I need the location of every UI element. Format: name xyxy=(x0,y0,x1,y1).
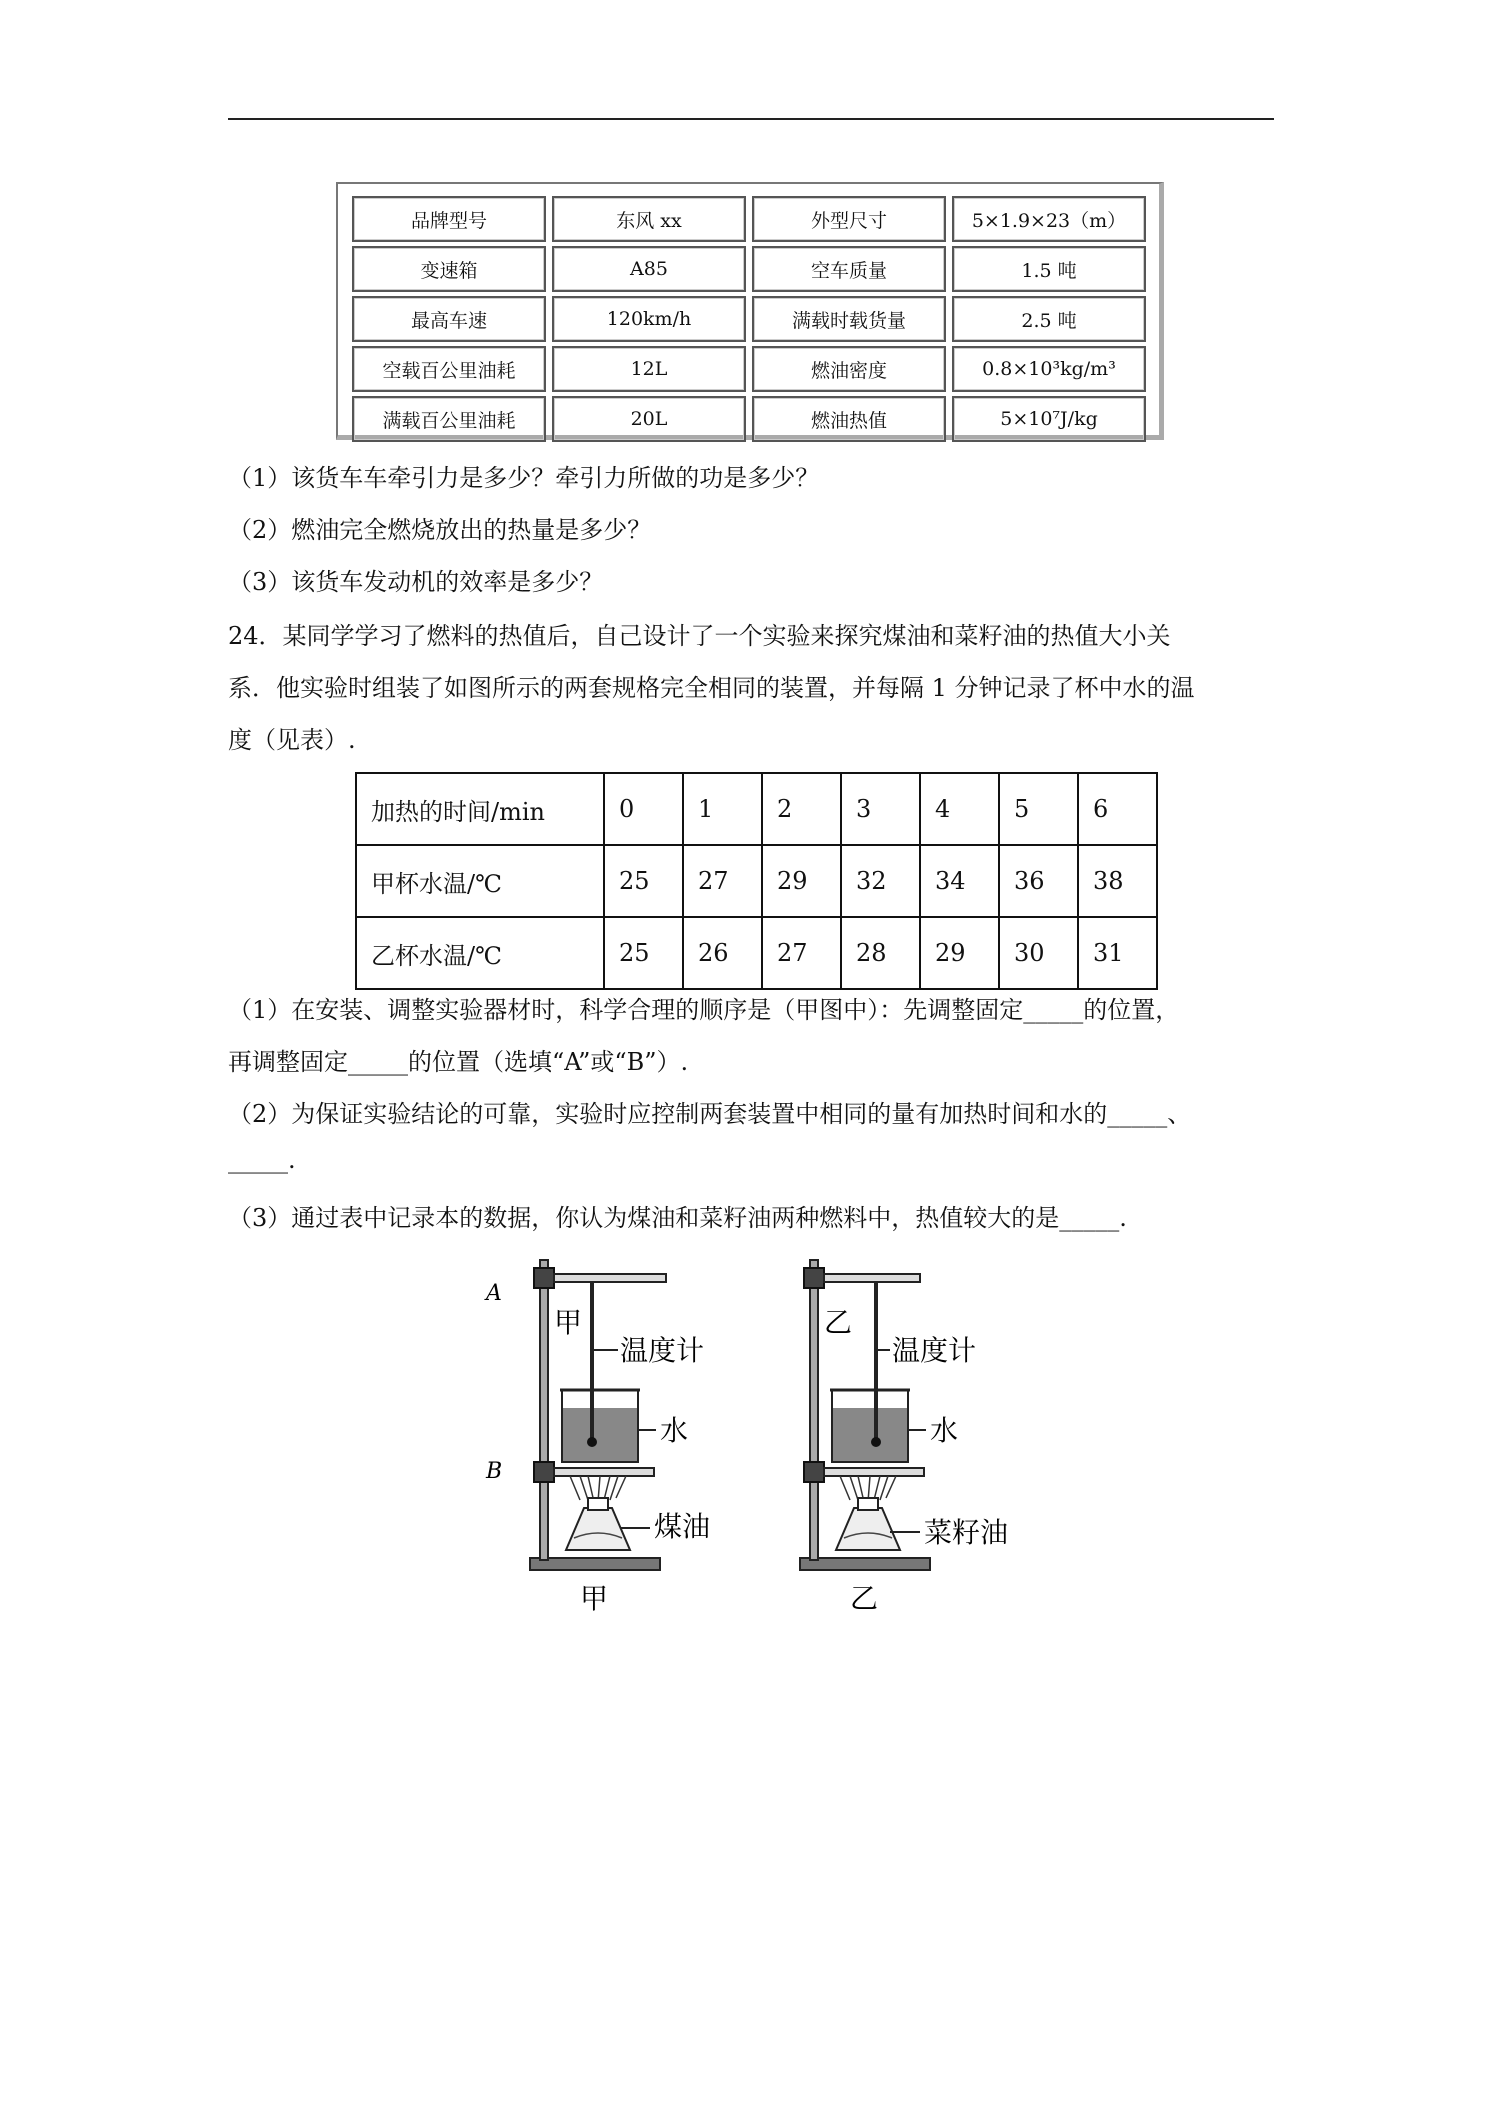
stand-base-icon xyxy=(530,1558,660,1570)
water-label: 水 xyxy=(930,1414,959,1447)
table-cell: 27 xyxy=(683,845,762,917)
q24-intro-line1: 24．某同学学习了燃料的热值后，自己设计了一个实验来探究煤油和菜籽油的热值大小关 xyxy=(228,622,1171,650)
table-cell: 31 xyxy=(1078,917,1157,989)
q23-part3: （3）该货车发动机的效率是多少？ xyxy=(228,568,604,596)
table-cell: 5 xyxy=(999,773,1078,845)
q23-part1: （1）该货车车牵引力是多少？牵引力所做的功是多少？ xyxy=(228,464,820,492)
table-row xyxy=(352,346,1146,392)
fuel-label: 菜籽油 xyxy=(924,1516,1009,1549)
table-cell: 变速箱 xyxy=(352,246,546,292)
table-cell: 34 xyxy=(920,845,999,917)
table-cell: 26 xyxy=(683,917,762,989)
clamp-a-icon xyxy=(804,1268,824,1288)
figure-caption: 乙 xyxy=(850,1582,879,1615)
table-cell: 满载百公里油耗 xyxy=(352,396,546,442)
water-icon xyxy=(833,1408,907,1461)
table-cell: 4 xyxy=(920,773,999,845)
table-cell: 38 xyxy=(1078,845,1157,917)
apparatus-left xyxy=(484,1260,710,1615)
header-rule xyxy=(228,118,1274,120)
table-row xyxy=(352,246,1146,292)
table-cell: 25 xyxy=(604,917,683,989)
table-row xyxy=(356,845,1157,917)
thermometer-label: 温度计 xyxy=(892,1334,977,1367)
table-cell: 27 xyxy=(762,917,841,989)
q24-sub2-line2: _____. xyxy=(228,1146,296,1174)
table-cell: 品牌型号 xyxy=(352,196,546,242)
stand-rod-icon xyxy=(810,1260,818,1560)
table-cell: 6 xyxy=(1078,773,1157,845)
q24-intro-line3: 度（见表）. xyxy=(228,726,356,754)
thermometer-arm-icon xyxy=(554,1274,666,1282)
q24-sub1-line1: （1）在安装、调整实验器材时，科学合理的顺序是（甲图中）：先调整固定_____的位置， xyxy=(228,996,1180,1024)
table-cell: 0.8×10³kg/m³ xyxy=(952,346,1146,392)
table-cell: 外型尺寸 xyxy=(752,196,946,242)
q23-part2: （2）燃油完全燃烧放出的热量是多少？ xyxy=(228,516,652,544)
table-cell: 东风 xx xyxy=(552,196,746,242)
water-label: 水 xyxy=(660,1414,689,1447)
table-cell: 29 xyxy=(762,845,841,917)
ring-support-icon xyxy=(824,1468,924,1476)
table-cell: 30 xyxy=(999,917,1078,989)
table-cell: 36 xyxy=(999,845,1078,917)
fuel-label: 煤油 xyxy=(654,1510,711,1543)
table-cell: 3 xyxy=(841,773,920,845)
table-row xyxy=(352,296,1146,342)
q24-sub2-line1: （2）为保证实验结论的可靠，实验时应控制两套装置中相同的量有加热时间和水的_____、 xyxy=(228,1100,1192,1128)
table-cell: 12L xyxy=(552,346,746,392)
stand-rod-icon xyxy=(540,1260,548,1560)
temperature-table xyxy=(355,772,1158,990)
table-cell: 空车质量 xyxy=(752,246,946,292)
table-cell: 20L xyxy=(552,396,746,442)
q24-sub3: （3）通过表中记录本的数据，你认为煤油和菜籽油两种燃料中，热值较大的是_____. xyxy=(228,1204,1127,1232)
table-cell: A85 xyxy=(552,246,746,292)
table-cell: 2 xyxy=(762,773,841,845)
table-cell: 加热的时间/min xyxy=(356,773,604,845)
apparatus-tag-label: 乙 xyxy=(824,1306,853,1339)
table-row xyxy=(356,917,1157,989)
table-cell: 1.5 吨 xyxy=(952,246,1146,292)
table-cell: 满载时载货量 xyxy=(752,296,946,342)
marker-b-label: B xyxy=(486,1459,503,1484)
ring-support-icon xyxy=(554,1468,654,1476)
thermometer-label: 温度计 xyxy=(620,1334,705,1367)
table-cell: 乙杯水温/℃ xyxy=(356,917,604,989)
apparatus-tag-label: 甲 xyxy=(554,1306,583,1339)
q24-intro-line2: 系．他实验时组装了如图所示的两套规格完全相同的装置，并每隔 1 分钟记录了杯中水的温 xyxy=(228,674,1195,702)
table-row xyxy=(352,196,1146,242)
table-cell: 最高车速 xyxy=(352,296,546,342)
table-cell: 2.5 吨 xyxy=(952,296,1146,342)
truck-spec-table xyxy=(336,182,1164,440)
table-cell: 25 xyxy=(604,845,683,917)
table-cell: 1 xyxy=(683,773,762,845)
clamp-b-icon xyxy=(534,1462,554,1482)
table-cell: 5×10⁷J/kg xyxy=(952,396,1146,442)
table-cell: 空载百公里油耗 xyxy=(352,346,546,392)
table-cell: 燃油热值 xyxy=(752,396,946,442)
table-cell: 28 xyxy=(841,917,920,989)
table-cell: 29 xyxy=(920,917,999,989)
rapeseed-oil-lamp-icon xyxy=(836,1508,900,1550)
spec-table-grid xyxy=(346,192,1152,446)
apparatus-figure xyxy=(470,1250,1070,1620)
table-cell: 0 xyxy=(604,773,683,845)
q24-sub1-line2: 再调整固定_____的位置（选填“A”或“B”）. xyxy=(228,1048,689,1076)
thermometer-arm-icon xyxy=(824,1274,920,1282)
clamp-b-icon xyxy=(804,1462,824,1482)
marker-a-label: A xyxy=(486,1281,502,1306)
table-row xyxy=(352,396,1146,442)
apparatus-right xyxy=(800,1260,1008,1615)
table-cell: 5×1.9×23（m） xyxy=(952,196,1146,242)
table-row xyxy=(356,773,1157,845)
water-icon xyxy=(563,1408,637,1461)
table-cell: 燃油密度 xyxy=(752,346,946,392)
figure-caption: 甲 xyxy=(580,1582,609,1615)
table-cell: 120km/h xyxy=(552,296,746,342)
clamp-a-icon xyxy=(534,1268,554,1288)
table-cell: 甲杯水温/℃ xyxy=(356,845,604,917)
table-cell: 32 xyxy=(841,845,920,917)
stand-base-icon xyxy=(800,1558,930,1570)
